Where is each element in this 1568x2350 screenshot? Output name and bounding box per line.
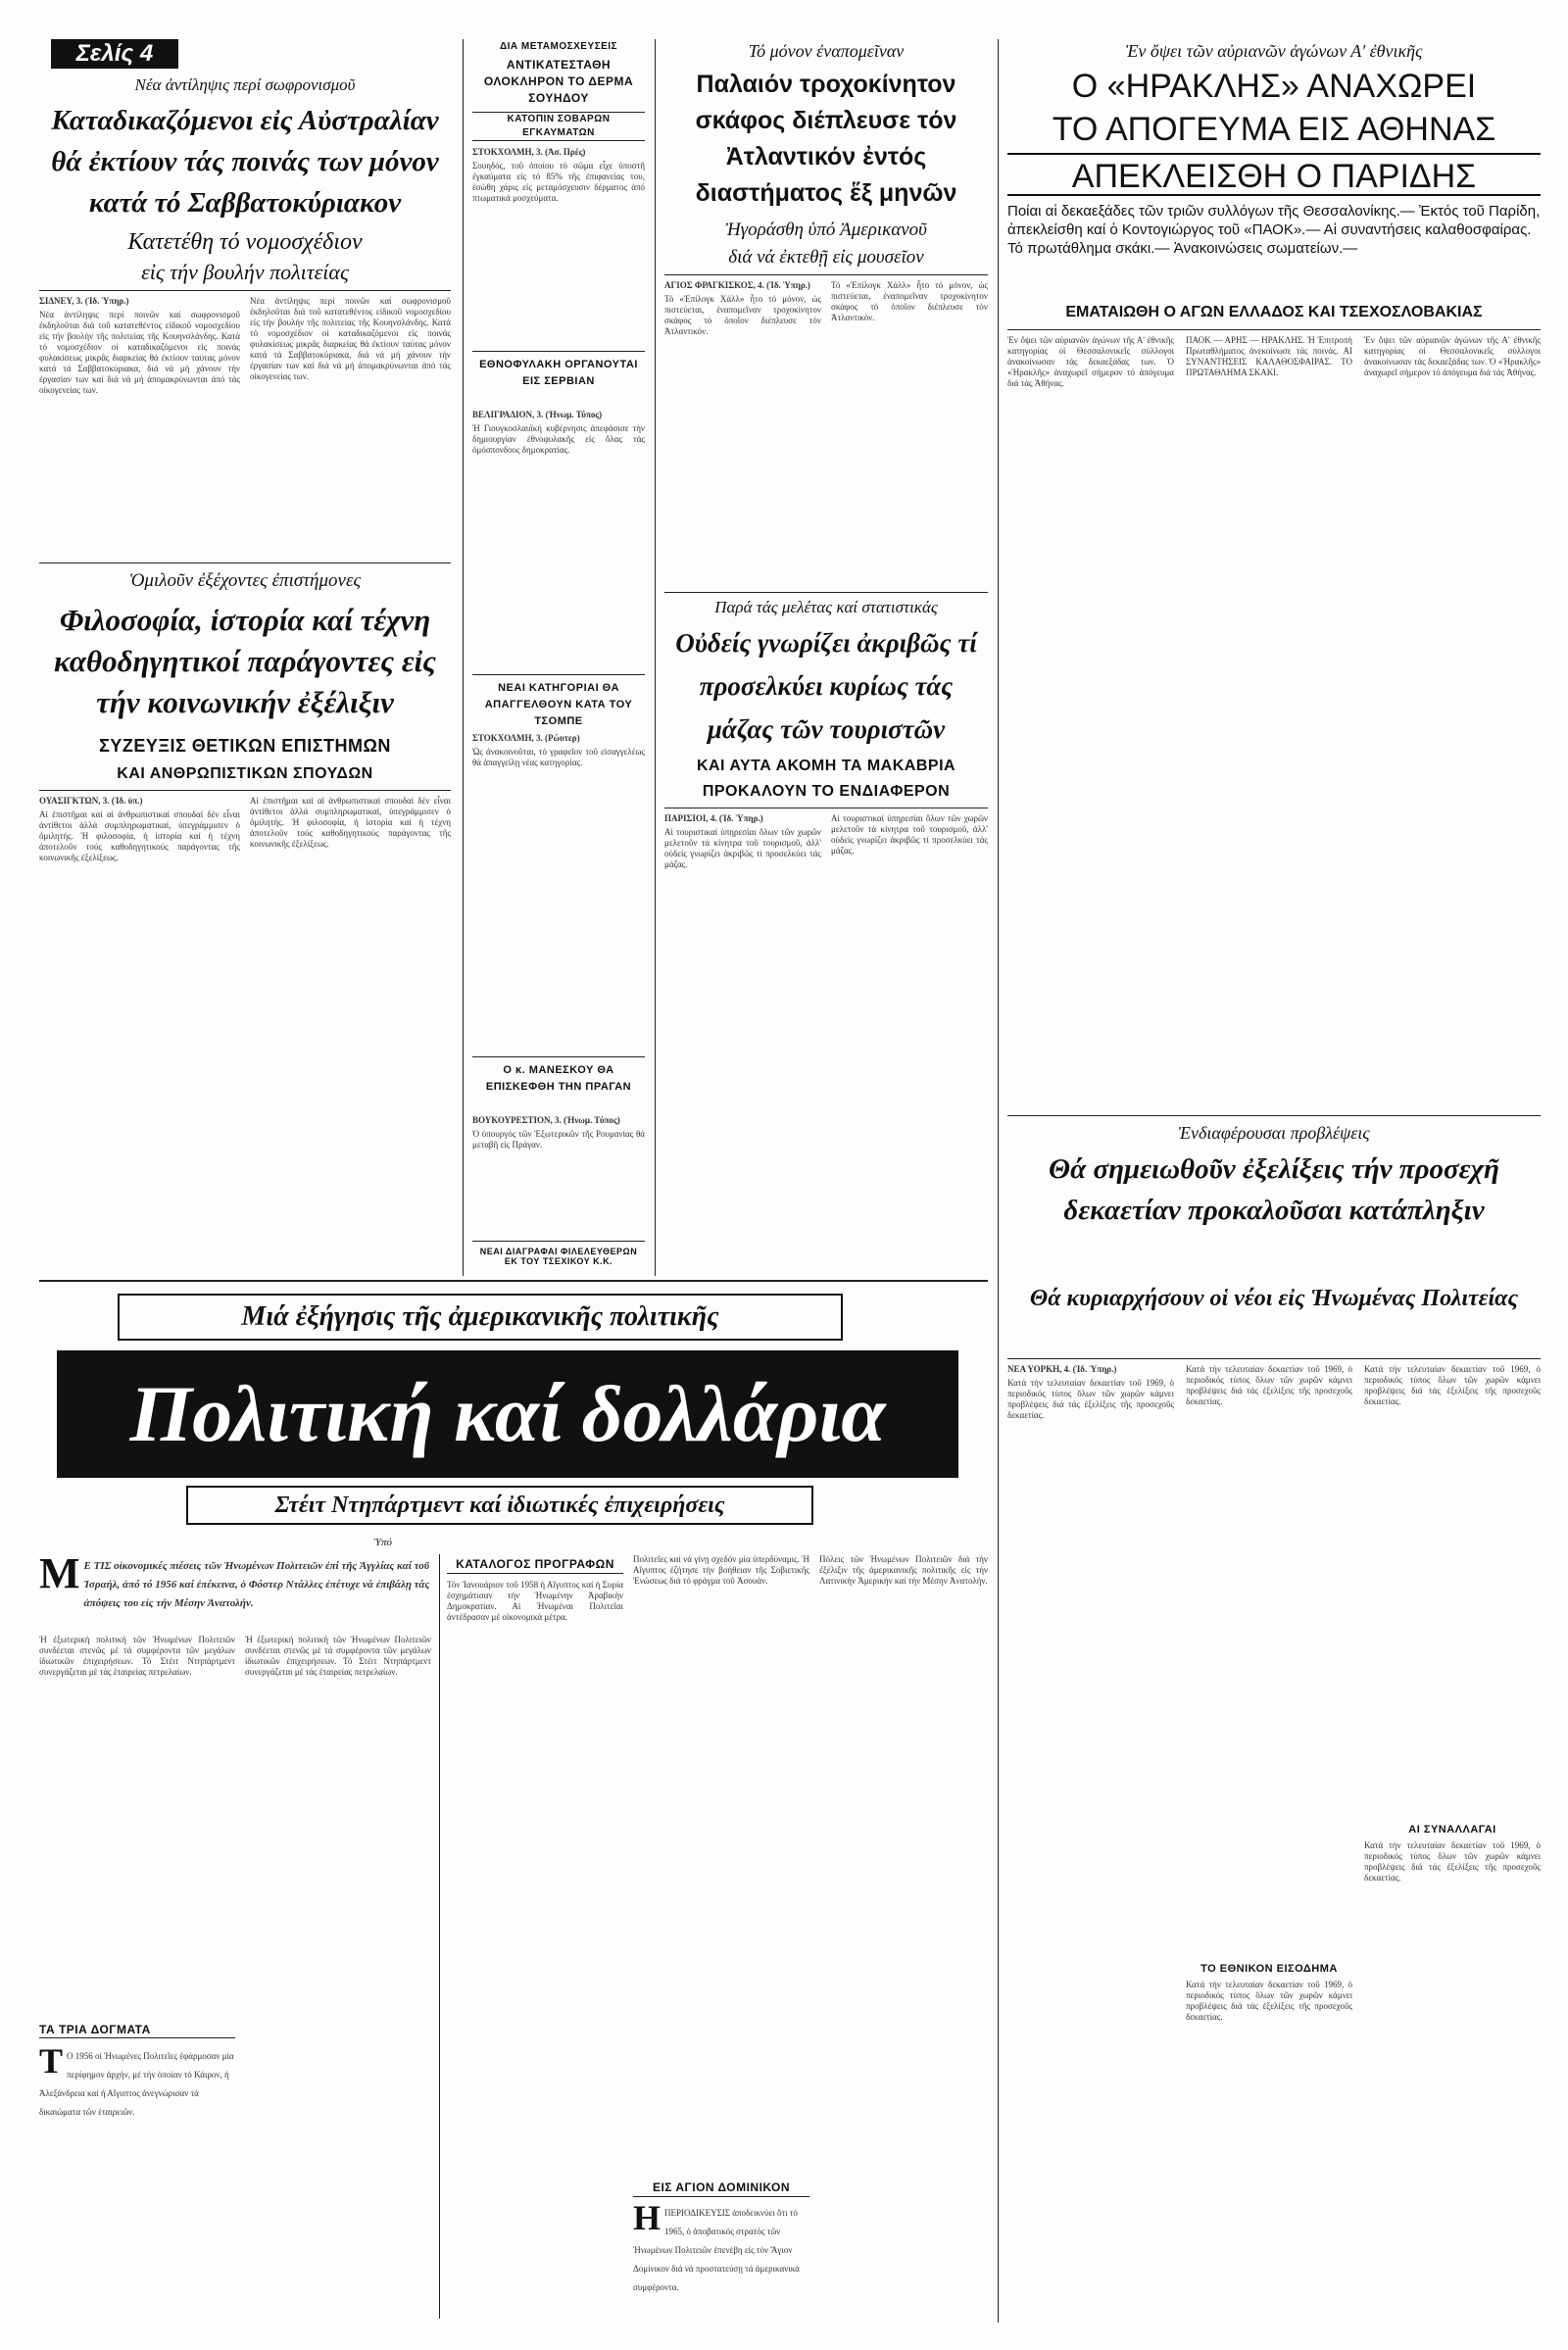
feature-subhead: Στέιτ Ντηπάρτμεντ καί ἰδιωτικές ἐπιχειρήσεις — [186, 1486, 813, 1525]
col3-sub2: διά νά ἐκτεθῇ εἰς μουσεῖον — [728, 247, 924, 268]
col3-sub3: ΚΑΙ ΑΥΤΑ ΑΚΟΜΗ ΤΑ ΜΑΚΑΒΡΙΑ — [696, 758, 956, 774]
col3-sub4: ΠΡΟΚΑΛΟΥΝ ΤΟ ΕΝΔΙΑΦΕΡΟΝ — [702, 783, 951, 800]
feature-lead-block — [39, 1549, 433, 1629]
feature-body-mid: Πολιτεῖες καί νά γίνῃ σχεδόν μία ὑπερδύναμις. Ἡ Αἴγυπτος ἐζήτησε τήν βοήθειαν τῆς Σοβιετικῆς Ἑνώσεως διά τό φράγμα τοῦ Ἀσουάν. — [633, 1554, 812, 1586]
col2-h4: Ο κ. ΜΑΝΕΣΚΟΥ ΘΑ ΕΠΙΣΚΕΦΘΗ ΤΗΝ ΠΡΑΓΑΝ — [485, 1064, 632, 1093]
col2-dateline: ΣΤΟΚΧΟΛΜΗ, 3. (Ἀσ. Πρές) — [472, 147, 586, 157]
col1-kicker: Νέα ἀντίληψις περί σωφρονισμοῦ — [134, 75, 356, 94]
col3-headline: Παλαιόν τροχοκίνητον σκάφος διέπλευσε τόν Ἀτλαντικόν ἐντός διαστήματος ἕξ μηνῶν — [695, 71, 957, 207]
col1-sub3: ΣΥΖΕΥΞΙΣ ΘΕΤΙΚΩΝ ΕΠΙΣΤΗΜΩΝ — [99, 736, 391, 756]
col3-kicker2: Παρά τάς μελέτας καί στατιστικάς — [714, 598, 938, 616]
col1-body2-b: Αἱ ἐπιστῆμαι καί αἱ ἀνθρωπιστικαί σπουδαί δέν εἶναι ἀντίθετοι ἀλλά συμπληρωματικαί, ὑπεγράμμισεν ὁ ὁμιλητής. Ἡ φιλοσοφία, ἡ ἱστορία καί ἡ τέχνη ἀποτελοῦν τούς καθοδηγητικούς παράγοντας τῆς κοινωνικῆς ἐξελίξεως. — [250, 796, 454, 849]
col3-body2-a: Αἱ τουριστικαί ὑπηρεσίαι ὅλων τῶν χωρῶν μελετοῦν τά κίνητρα τοῦ τουρισμοῦ, ἀλλ' οὐδείς γνωρίζει ἀκριβῶς τί προσελκύει τάς μάζας. — [664, 827, 824, 869]
col1-headline: Καταδικαζόμενοι εἰς Αὐστραλίαν θά ἐκτίουν τάς ποινάς των μόνον κατά τό Σαββατοκύριακον — [51, 105, 439, 219]
feature-body-a: Ἡ ἐξωτερική πολιτική τῶν Ἡνωμένων Πολιτειῶν συνδέεται στενῶς μέ τά συμφέροντα τῶν μεγάλων ἰδιωτικῶν ἐπιχειρήσεων. Τό Στέιτ Ντηπάρτμεντ συνεργάζεται μέ τάς ἑταιρείας πετρελαίων. — [39, 1635, 238, 1677]
feature-body-catalog: Τόν Ἰανουάριον τοῦ 1958 ἡ Αἴγυπτος καί ἡ Συρία ἐσχημάτισαν τήν Ἡνωμένην Ἀραβικήν Δημοκρατίαν. Αἱ Ἡνωμέναι Πολιτεῖαι ἀντέδρασαν μέ οἰκονομικά μέτρα. — [447, 1580, 626, 1622]
col1-sub4: ΚΑΙ ΑΝΘΡΩΠΙΣΤΙΚΩΝ ΣΠΟΥΔΩΝ — [117, 765, 373, 782]
feature-body-dogmas: Ο 1956 οἱ Ἡνωμένες Πολιτεῖες ἐφάρμοσαν μία περίφημον ἀρχήν, μέ τήν ὁποίαν τό Κάιρον, ἡ Ἀλεξάνδρεια καί ἡ Αἴγυπτος ἀνεγνώρισαν τά δικαιώματα τῶν ἑταιρειῶν. — [39, 2051, 236, 2117]
col2-b2: Ἡ Γιουγκοσλαυϊκή κυβέρνησις ἀπεφάσισε τήν δημιουργίαν ἐθνοφυλακῆς εἰς ὅλας τάς ὁμόσπονδους δημοκρατίας. — [472, 423, 648, 455]
col3-dateline: ΑΓΙΟΣ ΦΡΑΓΚΙΣΚΟΣ, 4. (Ἰδ. Ὑπηρ.) — [664, 280, 810, 290]
col2-d4: ΒΟΥΚΟΥΡΕΣΤΙΟΝ, 3. (Ἡνωμ. Τύπος) — [472, 1115, 620, 1125]
feature-dogmas-block — [39, 2041, 236, 2319]
col4-headline2: ΤΟ ΑΠΟΓΕΥΜΑ ΕΙΣ ΑΘΗΝΑΣ — [1052, 111, 1496, 148]
col3-body-a: Τό «Ἐπίλογκ Χάλλ» ἦτο τό μόνον, ὡς πιστεύεται, ἐναπομεῖναν τροχοκίνητον σκάφος τό ὁποῖον διέπλευσε τόν Ἀτλαντικόν. — [664, 294, 824, 336]
col4-headline4: ΕΜΑΤΑΙΩΘΗ Ο ΑΓΩΝ ΕΛΛΑΔΟΣ ΚΑΙ ΤΣΕΧΟΣΛΟΒΑΚΙΑΣ — [1065, 304, 1483, 320]
col4-body5-d: Κατά τήν τελευταίαν δεκαετίαν τοῦ 1969, ὁ περιοδικός τύπος ὅλων τῶν χωρῶν κάμνει προβλέψεις διά τάς ἐξελίξεις τῆς προσεχοῦς δεκαετίας. — [1364, 1364, 1544, 1406]
col1-body-b: Νέα ἀντίληψις περί ποινῶν καί σωφρονισμοῦ ἐκδηλοῦται διά τοῦ κατατεθέντος εἰδικοῦ νομοσχεδίου εἰς τήν βουλήν τῆς πολιτείας τῆς Κουηνσλάνδης. Κατά τό νομοσχέδιον οἱ καταδικαζόμενοι εἰς ποινάς φυλακίσεως μικρᾶς διαρκείας θά ἐκτίουν ταύτας μόνον κατά τά Σαββατοκύριακα, διά νά μή χάνουν τήν ἐργασίαν των καί διά νά μή ἀπομακρύνωνται ἀπό τάς οἰκογενείας των. — [250, 296, 454, 381]
col4-headline1: Ο «ΗΡΑΚΛΗΣ» ΑΝΑΧΩΡΕΙ — [1071, 68, 1477, 105]
col4-dateline5: ΝΕΑ ΥΟΡΚΗ, 4. (Ἰδ. Ὑπηρ.) — [1007, 1364, 1117, 1374]
col2-h5: ΝΕΑΙ ΔΙΑΓΡΑΦΑΙ ΦΙΛΕΛΕΥΘΕΡΩΝ ΕΚ ΤΟΥ ΤΣΕΧΙΚΟΥ Κ.Κ. — [479, 1247, 638, 1266]
col2-sub: ΚΑΤΟΠΙΝ ΣΟΒΑΡΩΝ ΕΓΚΑΥΜΑΤΩΝ — [472, 112, 645, 141]
feature-dropcap: Μ — [39, 1549, 80, 1597]
col1-dateline2: ΟΥΑΣΙΓΚΤΩΝ, 3. (Ἰδ. ὑπ.) — [39, 796, 143, 806]
feature-dominican-block — [633, 2198, 809, 2319]
feature-banner: Μιά ἐξήγησις τῆς ἀμερικανικῆς πολιτικῆς — [118, 1294, 843, 1341]
col2-h3: ΝΕΑΙ ΚΑΤΗΓΟΡΙΑΙ ΘΑ ΑΠΑΓΓΕΛΘΟΥΝ ΚΑΤΑ ΤΟΥ ΤΣΟΜΠΕ — [484, 682, 633, 727]
col2-h2: ΕΘΝΟΦΥΛΑΚΗ ΟΡΓΑΝΟΥΤΑΙ ΕΙΣ ΣΕΡΒΙΑΝ — [479, 359, 638, 387]
col2-label: ΔΙΑ ΜΕΤΑΜΟΣΧΕΥΣΕΙΣ — [499, 41, 618, 52]
feature-body-dominican: ΠΕΡΙΟΔΙΚΕΥΣΙΣ ἀποδεικνύει ὅτι τό 1965, ὁ ἀποβατικός στρατός τῶν Ἡνωμένων Πολιτειῶν ἐπενέβη εἰς τόν Ἅγιον Δομίνικον διά νά προστατεύσῃ τά ἀμερικανικά συμφέροντα. — [633, 2208, 803, 2292]
col4-body-b: ΠΑΟΚ — ΑΡΗΣ — ΗΡΑΚΛΗΣ. Ἡ Ἐπιτροπή Πρωταθλήματος ἀνεκοίνωσε τάς ποινάς. ΑΙ ΣΥΝΑΝΤΗΣΕΙΣ ΚΑΛΑΘΟΣΦΑΙΡΑΣ. ΤΟ ΠΡΩΤΑΘΛΗΜΑ ΣΚΑΚΙ. — [1186, 335, 1355, 377]
col3-dateline2: ΠΑΡΙΣΙΟΙ, 4. (Ἰδ. Ὑπηρ.) — [664, 813, 763, 823]
col4-body5-c: Κατά τήν τελευταίαν δεκαετίαν τοῦ 1969, ὁ περιοδικός τύπος ὅλων τῶν χωρῶν κάμνει προβλέψεις διά τάς ἐξελίξεις τῆς προσεχοῦς δεκαετίας. — [1186, 1980, 1355, 2022]
col4-body-c: Ἐν ὄψει τῶν αὐριανῶν ἀγώνων τῆς Α' ἐθνικῆς κατηγορίας οἱ Θεσσαλονικεῖς σύλλογοι ἀνακοίνωσαν τάς δεκαεξάδας των. Ὁ «Ἡρακλῆς» ἀναχωρεῖ σήμερον τό ἀπόγευμα διά τάς Ἀθήνας. — [1364, 335, 1544, 377]
feature-dropcap2: Τ — [39, 2041, 64, 2081]
col2-headline: ΑΝΤΙΚΑΤΕΣΤΑΘΗ ΟΛΟΚΛΗΡΟΝ ΤΟ ΔΕΡΜΑ ΣΟΥΗΔΟΥ — [483, 58, 634, 105]
col4-body5-e: Κατά τήν τελευταίαν δεκαετίαν τοῦ 1969, ὁ περιοδικός τύπος ὅλων τῶν χωρῶν κάμνει προβλέψεις διά τάς ἐξελίξεις τῆς προσεχοῦς δεκαετίας. — [1364, 1840, 1544, 1883]
col4-sub7: ΤΟ ΕΘΝΙΚΟΝ ΕΙΣΟΔΗΜΑ — [1200, 1963, 1338, 1975]
feature-sub-dominican: ΕΙΣ ΑΓΙΟΝ ΔΟΜΙΝΙΚΟΝ — [633, 2178, 809, 2197]
col1-dateline: ΣΙΔΝΕΥ, 3. (Ἰδ. Ὑπηρ.) — [39, 296, 129, 306]
col3-sub1: Ἠγοράσθη ὑπό Ἀμερικανοῦ — [725, 220, 927, 240]
col4-kicker2: Ἐνδιαφέρουσαι προβλέψεις — [1178, 1123, 1370, 1143]
col2-d2: ΒΕΛΙΓΡΑΔΙΟΝ, 3. (Ἡνωμ. Τύπος) — [472, 410, 603, 419]
col4-summary: Ποίαι αἱ δεκαεξάδες τῶν τριῶν συλλόγων τῆς Θεσσαλονίκης.— Ἐκτός τοῦ Παρίδη, ἀπεκλείσθη καί ὁ Κοντογιώργος τοῦ «ΠΑΟΚ».— Αἱ συναντήσεις καλαθοσφαίρας. Τό πρωτάθλημα σκάκι.— Ἀνακοινώσεις σωματείων.— — [1007, 203, 1541, 257]
col4-sub6: ΑΙ ΣΥΝΑΛΛΑΓΑΙ — [1408, 1824, 1496, 1836]
col1-sub1: Κατετέθη τό νομοσχέδιον — [127, 229, 363, 255]
col3-headline2: Οὐδείς γνωρίζει ἀκριβῶς τί προσελκύει κυρίως τάς μάζας τῶν τουριστῶν — [675, 628, 977, 744]
col1-body2-a: Αἱ ἐπιστῆμαι καί αἱ ἀνθρωπιστικαί σπουδαί δέν εἶναι ἀντίθετοι ἀλλά συμπληρωματικαί, ὑπεγράμμισεν ὁ ὁμιλητής. Ἡ φιλοσοφία, ἡ ἱστορία καί ἡ τέχνη ἀποτελοῦν τούς καθοδηγητικούς παράγοντας τῆς κοινωνικῆς ἐξελίξεως. — [39, 809, 243, 862]
col4-headline3: ΑΠΕΚΛΕΙΣΘΗ Ο ΠΑΡΙΔΗΣ — [1007, 153, 1541, 196]
feature-dropcap3: Η — [633, 2198, 662, 2237]
col2-b4: Ὁ ὑπουργός τῶν Ἐξωτερικῶν τῆς Ρουμανίας θά μεταβῆ εἰς Πράγαν. — [472, 1129, 648, 1150]
col1-body-a: Νέα ἀντίληψις περί ποινῶν καί σωφρονισμοῦ ἐκδηλοῦται διά τοῦ κατατεθέντος εἰδικοῦ νομοσχεδίου εἰς τήν βουλήν τῆς πολιτείας τῆς Κουηνσλάνδης. Κατά τό νομοσχέδιον οἱ καταδικαζόμενοι εἰς ποινάς φυλακίσεως μικρᾶς διαρκείας θά ἐκτίουν ταύτας μόνον κατά τά Σαββατοκύριακα, διά νά μή χάνουν τήν ἐργασίαν των καί διά νά μή ἀπομακρύνωνται ἀπό τάς οἰκογενείας των. — [39, 310, 243, 395]
feature-body-right: Πόλεις τῶν Ἡνωμένων Πολιτειῶν διά τήν ἐξέλιξιν τῆς ἀμερικανικῆς πολιτικῆς εἰς τήν Λατινικήν Ἀμερικήν καί τήν Μέσην Ἀνατολήν. — [819, 1554, 991, 1586]
col2-b3: Ὡς ἀνακοινοῦται, τό γραφεῖον τοῦ εἰσαγγελέως θά ἀπαγγείλῃ νέας κατηγορίας. — [472, 747, 648, 767]
col1-sub2: εἰς τήν βουλήν πολιτείας — [141, 260, 349, 284]
col4-sub5: Θά κυριαρχήσουν οἱ νέοι εἰς Ἡνωμένας Πολιτείας — [1029, 1286, 1519, 1311]
col4-headline5: Θά σημειωθοῦν ἐξελίξεις τήν προσεχῆ δεκαετίαν προκαλοῦσαι κατάπληξιν — [1049, 1153, 1499, 1226]
feature-headline: Πολιτική καί δολλάρια — [57, 1350, 958, 1478]
feature-lead: Ε ΤΙΣ οἰκονομικές πιέσεις τῶν Ἡνωμένων Πολιτειῶν ἐπί τῆς Ἀγγλίας καί τοῦ Ἰσραήλ, ἀπό τό 1956 καί ἐπέκεινα, ὁ Φόστερ Ντάλλες ἐπέτυχε νά ἐπιβάλῃ τάς ἀπόψεις του εἰς τήν Μέσην Ἀνατολήν. — [83, 1560, 433, 1609]
col4-body5-a: Κατά τήν τελευταίαν δεκαετίαν τοῦ 1969, ὁ περιοδικός τύπος ὅλων τῶν χωρῶν κάμνει προβλέψεις διά τάς ἐξελίξεις τῆς προσεχοῦς δεκαετίας. — [1007, 1378, 1177, 1420]
col4-body5-b: Κατά τήν τελευταίαν δεκαετίαν τοῦ 1969, ὁ περιοδικός τύπος ὅλων τῶν χωρῶν κάμνει προβλέψεις διά τάς ἐξελίξεις τῆς προσεχοῦς δεκαετίας. — [1186, 1364, 1355, 1406]
col3-kicker: Τό μόνον ἐναπομεῖναν — [748, 41, 905, 61]
col3-body2-b: Αἱ τουριστικαί ὑπηρεσίαι ὅλων τῶν χωρῶν μελετοῦν τά κίνητρα τοῦ τουρισμοῦ, ἀλλ' οὐδείς γνωρίζει ἀκριβῶς τί προσελκύει τάς μάζας. — [831, 813, 991, 856]
feature-body-b: Ἡ ἐξωτερική πολιτική τῶν Ἡνωμένων Πολιτειῶν συνδέεται στενῶς μέ τά συμφέροντα τῶν μεγάλων ἰδιωτικῶν ἐπιχειρήσεων. Τό Στέιτ Ντηπάρτμεντ συνεργάζεται μέ τάς ἑταιρείας πετρελαίων. — [245, 1635, 434, 1677]
col2-d3: ΣΤΟΚΧΟΛΜΗ, 3. (Ρώυτερ) — [472, 733, 580, 743]
col1-headline2: Φιλοσοφία, ἱστορία καί τέχνη καθοδηγητικοί παράγοντες εἰς τήν κοινωνικήν ἐξέλιξιν — [54, 603, 436, 719]
col1-kicker2: Ὁμιλοῦν ἐξέχοντες ἐπιστήμονες — [128, 570, 362, 591]
feature-byline: Ὑπό — [373, 1537, 392, 1548]
feature-sub-dogmas: ΤΑ ΤΡΙΑ ΔΟΓΜΑΤΑ — [39, 2021, 235, 2038]
col2-body: Σουηδός, τοῦ ὁποίου τό σῶμα εἶχε ὑποστῆ ἐγκαύματα εἰς τό 85% τῆς ἐπιφανείας του, ἐσώθη χάρις εἰς μεταμόσχευσιν δέρματος ἀπό πτωματικά μοσχεύματα. — [472, 161, 648, 203]
feature-sub-catalog: ΚΑΤΑΛΟΓΟΣ ΠΡΟΓΡΑΦΩΝ — [447, 1554, 623, 1574]
col4-body-a: Ἐν ὄψει τῶν αὐριανῶν ἀγώνων τῆς Α' ἐθνικῆς κατηγορίας οἱ Θεσσαλονικεῖς σύλλογοι ἀνακοίνωσαν τάς δεκαεξάδας των. Ὁ «Ἡρακλῆς» ἀναχωρεῖ σήμερον τό ἀπόγευμα διά τάς Ἀθήνας. — [1007, 335, 1177, 388]
page-tag: Σελίς 4 — [51, 39, 178, 69]
col4-kicker: Ἐν ὄψει τῶν αὐριανῶν ἀγώνων Α' ἐθνικῆς — [1125, 41, 1423, 61]
col3-body-b: Τό «Ἐπίλογκ Χάλλ» ἦτο τό μόνον, ὡς πιστεύεται, ἐναπομεῖναν τροχοκίνητον σκάφος τό ὁποῖον διέπλευσε τόν Ἀτλαντικόν. — [831, 280, 991, 322]
